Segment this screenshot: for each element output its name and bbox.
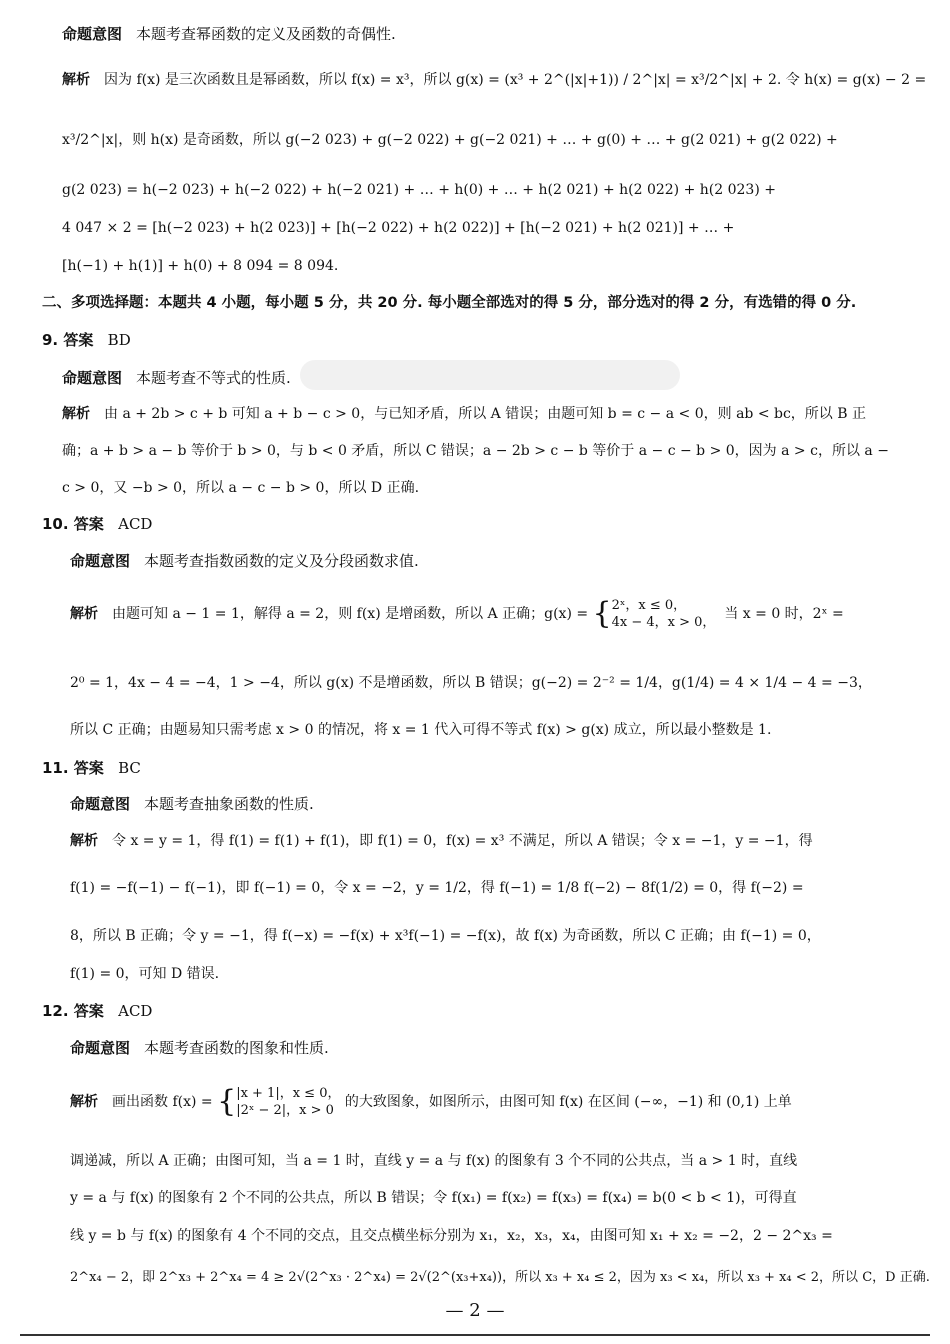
q10-analysis-line-2: 2⁰ = 1，4x − 4 = −4，1 > −4，所以 g(x) 不是增函数，所以 B 错误；g(−2) = 2⁻² = 1/4，g(1/4) = 4 × 1/4 − 4 = −3， (70, 675, 872, 691)
q12-analysis-line-5: 2^x₄ − 2，即 2^x₃ + 2^x₄ = 4 ≥ 2√(2^x₃ · 2^x₄) = 2√(2^(x₃+x₄))，所以 x₃ + x₄ ≤ 2，因为 x₃ < x₄，所以 x₃ + x₄ < 2，所以 C，D 正确. (70, 1270, 930, 1285)
q9-answer: 9. 答案 BD (42, 331, 131, 349)
q10-brace: { (592, 596, 612, 631)
q10-answer: 10. 答案 ACD (42, 515, 153, 533)
section-title: 二、多项选择题：本题共 4 小题，每小题 5 分，共 20 分. 每小题全部选对的得 5 分，部分选对的得 2 分，有选错的得 0 分. (42, 295, 857, 311)
prev-analysis-line-4: 4 047 × 2 = [h(−2 023) + h(2 023)] + [h(−2 022) + h(2 022)] + [h(−2 021) + h(2 021)] + … + (62, 220, 735, 236)
q11-analysis-line-3: 8，所以 B 正确；令 y = −1，得 f(−x) = −f(x) + x³f(−1) = −f(x)，故 f(x) 为奇函数，所以 C 正确；由 f(−1) = 0， (70, 928, 821, 944)
scan-smudge (300, 360, 680, 390)
q12-analysis-line-3: y = a 与 f(x) 的图象有 2 个不同的公共点，所以 B 错误；令 f(x₁) = f(x₂) = f(x₃) = f(x₄) = b(0 < b < 1)，可得直 (70, 1190, 797, 1206)
q11-intent: 命题意图 本题考查抽象函数的性质. (70, 795, 314, 813)
prev-analysis-line-5: [h(−1) + h(1)] + h(0) + 8 094 = 8 094. (62, 258, 339, 274)
prev-analysis-line-2: x³/2^|x|，则 h(x) 是奇函数，所以 g(−2 023) + g(−2 022) + g(−2 021) + … + g(0) + … + g(2 021) + g(2 022) + (62, 132, 838, 148)
prev-analysis-line-3: g(2 023) = h(−2 023) + h(−2 022) + h(−2 021) + … + h(0) + … + h(2 021) + h(2 022) + h(2 023) + (62, 182, 776, 198)
q12-intent: 命题意图 本题考查函数的图象和性质. (70, 1039, 329, 1057)
q11-analysis-line-1: 解析 令 x = y = 1，得 f(1) = f(1) + f(1)，即 f(1) = 0，f(x) = x³ 不满足，所以 A 错误；令 x = −1，y = −1，得 (70, 833, 813, 849)
q12-analysis-line-2: 调递减，所以 A 正确；由图可知，当 a = 1 时，直线 y = a 与 f(x) 的图象有 3 个不同的公共点，当 a > 1 时，直线 (70, 1153, 798, 1169)
q9-analysis-line-1: 解析 由 a + 2b > c + b 可知 a + b − c > 0，与已知矛盾，所以 A 错误；由题可知 b = c − a < 0，则 ab < bc，所以 B 正 (62, 406, 867, 422)
q10-analysis-line-3: 所以 C 正确；由题易知只需考虑 x > 0 的情况，将 x = 1 代入可得不等式 f(x) > g(x) 成立，所以最小整数是 1. (70, 722, 772, 738)
q10-analysis-line-1: 解析 由题可知 a − 1 = 1，解得 a = 2，则 f(x) 是增函数，所以 A 正确；g(x) = { 2ˣ，x ≤ 0， 4x − 4，x > 0， 当 x = 0 时，2ˣ = (70, 596, 844, 631)
q12-brace: { (217, 1084, 237, 1119)
q9-analysis-line-2: 确；a + b > a − b 等价于 b > 0，与 b < 0 矛盾，所以 C 错误；a − 2b > c − b 等价于 a − c − b > 0，因为 a > c，所以 a − (62, 443, 889, 459)
q12-analysis-line-4: 线 y = b 与 f(x) 的图象有 4 个不同的交点，且交点横坐标分别为 x₁，x₂，x₃，x₄，由图可知 x₁ + x₂ = −2，2 − 2^x₃ = (70, 1228, 833, 1244)
q11-answer: 11. 答案 BC (42, 759, 141, 777)
page-number: — 2 — (445, 1300, 505, 1321)
q10-intent: 命题意图 本题考查指数函数的定义及分段函数求值. (70, 552, 419, 570)
q11-analysis-line-2: f(1) = −f(−1) − f(−1)，即 f(−1) = 0，令 x = −2，y = 1/2，得 f(−1) = 1/8 f(−2) − 8f(1/2) = 0，得 f(−2) = (70, 880, 804, 896)
q9-intent: 命题意图 本题考查不等式的性质. (62, 369, 291, 387)
prev-intent: 命题意图 本题考查幂函数的定义及函数的奇偶性. (62, 25, 396, 43)
bottom-rule (20, 1334, 930, 1336)
q12-answer: 12. 答案 ACD (42, 1002, 153, 1020)
q9-analysis-line-3: c > 0，又 −b > 0，所以 a − c − b > 0，所以 D 正确. (62, 480, 420, 496)
q12-analysis-line-1: 解析 画出函数 f(x) = { |x + 1|，x ≤ 0， |2ˣ − 2|，x > 0 的大致图象，如图所示，由图可知 f(x) 在区间 (−∞，−1) 和 (0,1) 上单 (70, 1084, 792, 1119)
q11-analysis-line-4: f(1) = 0，可知 D 错误. (70, 966, 220, 982)
prev-analysis-line-1: 解析 因为 f(x) 是三次函数且是幂函数，所以 f(x) = x³，所以 g(x) = (x³ + 2^(|x|+1)) / 2^|x| = x³/2^|x| + 2. 令 h(x) = g(x) − 2 = (62, 72, 927, 88)
q10-cases: 2ˣ，x ≤ 0， 4x − 4，x > 0， (611, 598, 716, 630)
q12-cases: |x + 1|，x ≤ 0， |2ˣ − 2|，x > 0 (236, 1086, 341, 1118)
